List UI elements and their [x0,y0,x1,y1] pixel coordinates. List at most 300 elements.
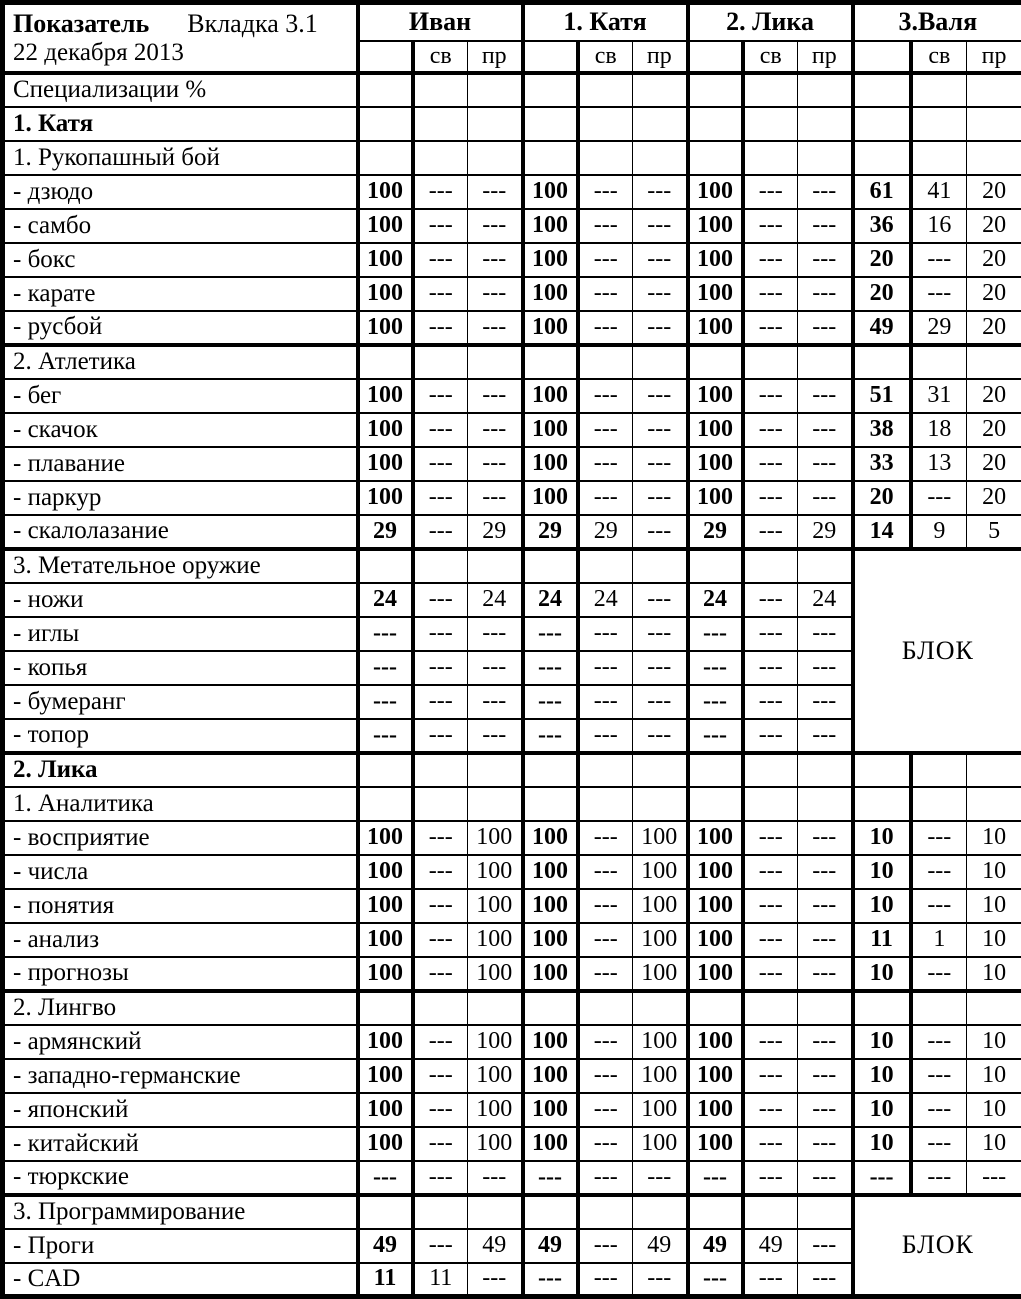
value-cell: --- [413,481,468,515]
value-cell: 10 [853,1025,911,1059]
value-cell: --- [578,175,633,209]
table-row [3,753,1021,787]
value-cell: --- [633,379,688,413]
value-cell: --- [743,209,798,243]
value-cell: 100 [358,957,413,991]
value-cell: --- [578,719,633,753]
value-cell: 10 [853,1093,911,1127]
value-cell [578,73,633,107]
row-label: - плавание [3,447,358,481]
value-cell: --- [578,277,633,311]
row-label: 1. Рукопашный бой [3,141,358,175]
value-cell: 10 [967,923,1021,957]
value-cell: --- [578,821,633,855]
row-label: - японский [3,1093,358,1127]
column-group-valya: 3.Валя [853,3,1021,41]
value-cell [633,73,688,107]
value-cell: 29 [523,515,578,549]
value-cell: --- [358,685,413,719]
value-cell: --- [688,617,743,651]
value-cell: 24 [523,583,578,617]
value-cell: --- [413,243,468,277]
value-cell: 100 [358,1093,413,1127]
value-cell: 10 [853,855,911,889]
value-cell: 29 [468,515,523,549]
value-cell [798,107,853,141]
value-cell [853,753,911,787]
value-cell: 20 [853,277,911,311]
table-header [3,3,1021,73]
value-cell: 61 [853,175,911,209]
value-cell: 100 [633,1093,688,1127]
row-label: - самбо [3,209,358,243]
value-cell [798,991,853,1025]
value-cell [468,73,523,107]
value-cell: --- [688,719,743,753]
value-cell: --- [798,685,853,719]
table-body [3,73,1021,1297]
value-cell: --- [967,1161,1021,1195]
value-cell [413,549,468,583]
value-cell: --- [688,1263,743,1297]
value-cell [358,753,413,787]
table-row [3,957,1021,991]
value-cell: 100 [688,1025,743,1059]
value-cell: 100 [633,889,688,923]
row-label: - восприятие [3,821,358,855]
row-label: - топор [3,719,358,753]
value-cell [358,107,413,141]
row-label: 2. Атлетика [3,345,358,379]
value-cell: 100 [688,1127,743,1161]
value-cell [688,787,743,821]
value-cell [967,991,1021,1025]
value-cell: 10 [967,957,1021,991]
value-cell: --- [413,651,468,685]
value-cell [743,141,798,175]
value-cell: --- [468,1161,523,1195]
value-cell: --- [743,719,798,753]
value-cell: 41 [911,175,967,209]
value-cell: --- [798,821,853,855]
value-cell [853,141,911,175]
value-cell [798,549,853,583]
value-cell: 29 [358,515,413,549]
value-cell [688,991,743,1025]
value-cell: --- [468,243,523,277]
value-cell: --- [578,1093,633,1127]
value-cell [633,549,688,583]
value-cell: 29 [578,515,633,549]
value-cell [798,141,853,175]
subheader-main [523,41,578,73]
subheader-pr: пр [633,41,688,73]
subheader-main [358,41,413,73]
value-cell: 13 [911,447,967,481]
value-cell [967,141,1021,175]
value-cell: --- [468,311,523,345]
value-cell: --- [578,243,633,277]
value-cell: 20 [967,379,1021,413]
value-cell [911,107,967,141]
value-cell [853,787,911,821]
value-cell: --- [633,617,688,651]
value-cell: 100 [688,447,743,481]
value-cell: --- [743,821,798,855]
value-cell: --- [468,719,523,753]
value-cell [358,1195,413,1229]
value-cell: --- [743,311,798,345]
value-cell: --- [468,651,523,685]
value-cell: --- [743,1059,798,1093]
value-cell: --- [523,651,578,685]
value-cell [688,141,743,175]
value-cell [578,787,633,821]
value-cell: --- [468,209,523,243]
table-row [3,277,1021,311]
table-row [3,1127,1021,1161]
value-cell: 11 [358,1263,413,1297]
value-cell: 100 [358,447,413,481]
value-cell: 10 [967,1127,1021,1161]
subheader-pr: пр [468,41,523,73]
value-cell: --- [743,685,798,719]
row-label: - CAD [3,1263,358,1297]
value-cell: 29 [688,515,743,549]
value-cell: --- [911,481,967,515]
value-cell: 29 [911,311,967,345]
value-cell: 100 [688,243,743,277]
value-cell: 49 [743,1229,798,1263]
value-cell: 18 [911,413,967,447]
value-cell [743,787,798,821]
value-cell: --- [798,481,853,515]
value-cell: 100 [358,379,413,413]
table-row [3,821,1021,855]
table-title [13,9,356,39]
value-cell: 100 [633,1059,688,1093]
value-cell: --- [911,889,967,923]
subheader-sv: св [743,41,798,73]
value-cell: --- [911,277,967,311]
value-cell: 100 [633,1127,688,1161]
value-cell: 100 [688,923,743,957]
value-cell [578,1195,633,1229]
value-cell: 100 [633,855,688,889]
value-cell: 10 [967,855,1021,889]
value-cell: --- [798,413,853,447]
row-label: - скалолазание [3,515,358,549]
value-cell [967,73,1021,107]
value-cell: --- [633,481,688,515]
value-cell: --- [413,957,468,991]
value-cell: 100 [633,821,688,855]
table-row [3,787,1021,821]
row-label: - анализ [3,923,358,957]
value-cell: 100 [688,175,743,209]
value-cell: 100 [468,1059,523,1093]
value-cell [633,753,688,787]
value-cell: --- [578,1127,633,1161]
value-cell: 100 [468,1025,523,1059]
row-label: - копья [3,651,358,685]
value-cell: --- [633,515,688,549]
table-row [3,1161,1021,1195]
value-cell: 10 [853,889,911,923]
value-cell: --- [578,447,633,481]
value-cell: 20 [967,209,1021,243]
table-row [3,311,1021,345]
value-cell: 100 [358,1127,413,1161]
value-cell: 100 [688,855,743,889]
table-row [3,889,1021,923]
value-cell [743,991,798,1025]
value-cell: --- [578,379,633,413]
value-cell: --- [853,1161,911,1195]
value-cell: --- [798,209,853,243]
value-cell: 36 [853,209,911,243]
value-cell [468,787,523,821]
table-row [3,1195,1021,1229]
value-cell [633,141,688,175]
row-label: - западно-германские [3,1059,358,1093]
row-label: - прогнозы [3,957,358,991]
value-cell: 100 [358,481,413,515]
value-cell: --- [633,447,688,481]
column-group-ivan: Иван [358,3,523,41]
value-cell [967,107,1021,141]
value-cell: --- [911,1161,967,1195]
value-cell: 100 [468,957,523,991]
value-cell: 100 [633,1025,688,1059]
table-row [3,1025,1021,1059]
value-cell: --- [911,821,967,855]
value-cell: --- [911,1059,967,1093]
value-cell [911,787,967,821]
value-cell: --- [798,1093,853,1127]
value-cell: --- [798,277,853,311]
value-cell: --- [578,651,633,685]
value-cell: 100 [468,821,523,855]
value-cell: --- [798,889,853,923]
table-row [3,175,1021,209]
value-cell [523,753,578,787]
value-cell: 100 [688,277,743,311]
value-cell: 49 [358,1229,413,1263]
row-label: 1. Катя [3,107,358,141]
value-cell: 100 [358,1059,413,1093]
value-cell [578,107,633,141]
value-cell [743,753,798,787]
value-cell: --- [911,243,967,277]
value-cell: --- [743,277,798,311]
value-cell [578,991,633,1025]
subheader-pr: пр [967,41,1021,73]
value-cell: --- [413,1127,468,1161]
value-cell: --- [523,617,578,651]
value-cell: 11 [853,923,911,957]
value-cell: 100 [358,277,413,311]
value-cell [523,141,578,175]
value-cell [688,1195,743,1229]
table-row [3,447,1021,481]
value-cell [911,345,967,379]
value-cell: --- [743,923,798,957]
value-cell: 100 [358,923,413,957]
value-cell: 100 [523,379,578,413]
value-cell: --- [468,685,523,719]
subheader-pr: пр [798,41,853,73]
value-cell: 11 [413,1263,468,1297]
title-cell [3,3,358,73]
value-cell: 49 [853,311,911,345]
value-cell: --- [798,923,853,957]
value-cell: --- [743,1127,798,1161]
value-cell: --- [413,685,468,719]
table-row [3,549,1021,583]
value-cell: --- [523,685,578,719]
value-cell: --- [413,379,468,413]
value-cell [358,549,413,583]
value-cell: --- [688,651,743,685]
value-cell: 100 [523,277,578,311]
value-cell: 29 [798,515,853,549]
value-cell: --- [633,651,688,685]
value-cell [633,107,688,141]
value-cell [413,1195,468,1229]
value-cell [468,991,523,1025]
value-cell: --- [358,719,413,753]
value-cell: --- [743,1161,798,1195]
value-cell: --- [743,1093,798,1127]
value-cell: --- [633,175,688,209]
value-cell [967,753,1021,787]
value-cell: 100 [688,481,743,515]
value-cell [523,787,578,821]
value-cell: --- [911,957,967,991]
value-cell: --- [688,1161,743,1195]
value-cell [468,549,523,583]
value-cell: 10 [853,957,911,991]
value-cell: 100 [523,243,578,277]
value-cell: 20 [967,175,1021,209]
value-cell: 24 [358,583,413,617]
value-cell: --- [633,311,688,345]
value-cell: 100 [468,855,523,889]
value-cell: 100 [358,311,413,345]
value-cell: 38 [853,413,911,447]
value-cell [358,345,413,379]
value-cell [911,991,967,1025]
date-label: 22 декабря 2013 [13,39,356,67]
value-cell [413,141,468,175]
value-cell [911,73,967,107]
value-cell: 100 [688,379,743,413]
value-cell: --- [413,209,468,243]
value-cell: --- [798,1127,853,1161]
value-cell: --- [413,583,468,617]
row-label: - иглы [3,617,358,651]
value-cell: --- [798,243,853,277]
value-cell [743,73,798,107]
value-cell [523,549,578,583]
value-cell: --- [633,685,688,719]
value-cell: 20 [853,481,911,515]
row-label: - бумеранг [3,685,358,719]
value-cell: 100 [358,209,413,243]
value-cell: --- [468,175,523,209]
value-cell: --- [798,1161,853,1195]
value-cell [523,345,578,379]
value-cell [358,141,413,175]
value-cell [413,345,468,379]
value-cell: --- [743,1025,798,1059]
value-cell [967,345,1021,379]
value-cell: --- [578,1025,633,1059]
value-cell [413,73,468,107]
value-cell: 33 [853,447,911,481]
value-cell [633,787,688,821]
value-cell [798,345,853,379]
row-label: - паркур [3,481,358,515]
value-cell [853,345,911,379]
value-cell: 100 [358,413,413,447]
value-cell: 20 [967,481,1021,515]
value-cell [358,73,413,107]
value-cell: --- [468,277,523,311]
value-cell: --- [743,855,798,889]
value-cell [688,753,743,787]
value-cell: --- [688,685,743,719]
value-cell: 100 [523,1127,578,1161]
value-cell: --- [413,413,468,447]
value-cell: --- [578,1229,633,1263]
value-cell: --- [578,889,633,923]
value-cell: --- [413,515,468,549]
value-cell: --- [743,583,798,617]
value-cell: --- [468,447,523,481]
value-cell: 100 [468,1093,523,1127]
value-cell: 100 [523,1093,578,1127]
value-cell: --- [743,1263,798,1297]
row-label: - Проги [3,1229,358,1263]
value-cell: --- [413,719,468,753]
value-cell: --- [798,175,853,209]
value-cell: --- [743,651,798,685]
value-cell: --- [578,685,633,719]
value-cell: --- [468,481,523,515]
value-cell: 31 [911,379,967,413]
table-row [3,515,1021,549]
value-cell [688,107,743,141]
value-cell [743,1195,798,1229]
value-cell [798,753,853,787]
value-cell [578,753,633,787]
table-row [3,345,1021,379]
value-cell [798,1195,853,1229]
value-cell: 10 [967,889,1021,923]
value-cell: --- [633,413,688,447]
row-label: - русбой [3,311,358,345]
value-cell: --- [743,379,798,413]
value-cell: --- [413,889,468,923]
value-cell: --- [798,311,853,345]
table-row [3,141,1021,175]
value-cell: --- [523,1263,578,1297]
value-cell: --- [633,719,688,753]
table-row [3,481,1021,515]
value-cell: --- [743,515,798,549]
